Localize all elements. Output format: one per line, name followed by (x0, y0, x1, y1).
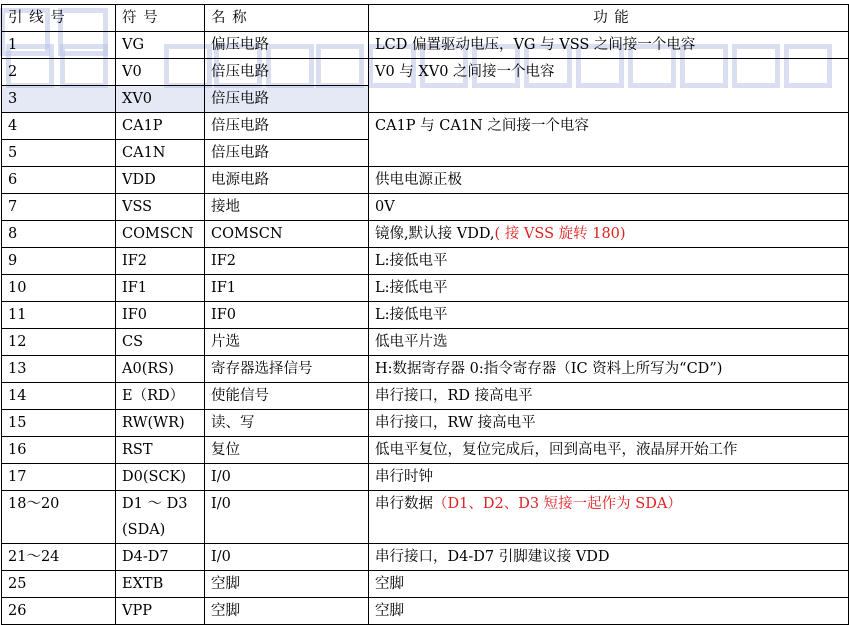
table-row (2, 59, 849, 86)
pin-cell: 25 (2, 571, 116, 598)
symbol-cell: VSS (116, 194, 205, 221)
table-row (2, 410, 849, 437)
symbol-cell: EXTB (116, 571, 205, 598)
symbol-cell: IF1 (116, 275, 205, 302)
function-cell: V0 与 XV0 之间接一个电容 (369, 59, 849, 113)
table-row (2, 598, 849, 625)
table-row (2, 571, 849, 598)
name-cell: 寄存器选择信号 (205, 356, 369, 383)
function-cell: 供电电源正极 (369, 167, 849, 194)
table-row (2, 491, 849, 544)
name-cell: IF2 (205, 248, 369, 275)
symbol-cell: RST (116, 437, 205, 464)
pin-cell: 1 (2, 32, 116, 59)
symbol-cell: CS (116, 329, 205, 356)
function-cell: 低电平复位，复位完成后，回到高电平，液晶屏开始工作 (369, 437, 849, 464)
symbol-cell: XV0 (116, 86, 205, 113)
name-cell: COMSCN (205, 221, 369, 248)
symbol-cell: COMSCN (116, 221, 205, 248)
function-cell: 串行接口，D4-D7 引脚建议接 VDD (369, 544, 849, 571)
table-row (2, 32, 849, 59)
pin-cell: 15 (2, 410, 116, 437)
pin-cell: 8 (2, 221, 116, 248)
name-cell: 空脚 (205, 598, 369, 625)
pin-definition-table (1, 4, 849, 625)
name-cell: 倍压电路 (205, 113, 369, 140)
table-row (2, 275, 849, 302)
symbol-cell: V0 (116, 59, 205, 86)
function-note-red: ( 接 VSS 旋转 180) (494, 226, 626, 242)
table-row (2, 221, 849, 248)
function-cell (369, 491, 849, 544)
function-cell: 串行接口，RW 接高电平 (369, 410, 849, 437)
symbol-cell: VG (116, 32, 205, 59)
name-cell: 复位 (205, 437, 369, 464)
table-row (2, 167, 849, 194)
symbol-cell: IF2 (116, 248, 205, 275)
name-cell: IF0 (205, 302, 369, 329)
pin-cell: 14 (2, 383, 116, 410)
function-cell: 空脚 (369, 571, 849, 598)
function-text: 镜像,默认接 VDD, (375, 226, 495, 242)
function-text: 串行数据 (375, 496, 433, 512)
name-cell: 倍压电路 (205, 59, 369, 86)
symbol-cell: VDD (116, 167, 205, 194)
table-row (2, 356, 849, 383)
symbol-cell: IF0 (116, 302, 205, 329)
pin-cell: 26 (2, 598, 116, 625)
table-row (2, 194, 849, 221)
function-cell: 低电平片选 (369, 329, 849, 356)
header-pin: 引 线 号 (2, 5, 116, 32)
name-cell: 倍压电路 (205, 86, 369, 113)
pin-cell: 5 (2, 140, 116, 167)
pin-cell: 3 (2, 86, 116, 113)
function-cell: LCD 偏置驱动电压，VG 与 VSS 之间接一个电容 (369, 32, 849, 59)
function-note-red: （D1、D2、D3 短接一起作为 SDA） (433, 496, 682, 512)
symbol-cell: D1 ～ D3 (SDA) (116, 491, 205, 544)
pin-cell: 6 (2, 167, 116, 194)
name-cell: I/0 (205, 491, 369, 544)
symbol-cell: E（RD） (116, 383, 205, 410)
pin-cell: 18～20 (2, 491, 116, 544)
symbol-cell: CA1P (116, 113, 205, 140)
name-cell: 空脚 (205, 571, 369, 598)
header-symbol: 符 号 (116, 5, 205, 32)
header-function: 功 能 (369, 5, 849, 32)
function-cell: L:接低电平 (369, 248, 849, 275)
pin-cell: 10 (2, 275, 116, 302)
symbol-cell: D0(SCK) (116, 464, 205, 491)
name-cell: 电源电路 (205, 167, 369, 194)
table-row (2, 464, 849, 491)
pin-cell: 4 (2, 113, 116, 140)
pin-cell: 12 (2, 329, 116, 356)
symbol-cell: A0(RS) (116, 356, 205, 383)
table-row (2, 113, 849, 140)
pin-cell: 2 (2, 59, 116, 86)
table-row (2, 383, 849, 410)
pin-cell: 16 (2, 437, 116, 464)
name-cell: 倍压电路 (205, 140, 369, 167)
table-row (2, 302, 849, 329)
pin-cell: 13 (2, 356, 116, 383)
pin-cell: 7 (2, 194, 116, 221)
function-cell: L:接低电平 (369, 275, 849, 302)
function-cell: L:接低电平 (369, 302, 849, 329)
header-name: 名 称 (205, 5, 369, 32)
name-cell: IF1 (205, 275, 369, 302)
header-row (2, 5, 849, 32)
table-row (2, 329, 849, 356)
pin-cell: 17 (2, 464, 116, 491)
function-cell: 空脚 (369, 598, 849, 625)
function-cell: 串行时钟 (369, 464, 849, 491)
pin-cell: 9 (2, 248, 116, 275)
table-row (2, 248, 849, 275)
name-cell: 使能信号 (205, 383, 369, 410)
symbol-cell: VPP (116, 598, 205, 625)
table-row (2, 544, 849, 571)
pin-cell: 11 (2, 302, 116, 329)
symbol-cell: CA1N (116, 140, 205, 167)
function-cell: CA1P 与 CA1N 之间接一个电容 (369, 113, 849, 167)
function-cell: 串行接口，RD 接高电平 (369, 383, 849, 410)
name-cell: I/0 (205, 544, 369, 571)
function-cell (369, 221, 849, 248)
name-cell: 读、写 (205, 410, 369, 437)
name-cell: 接地 (205, 194, 369, 221)
function-cell: H:数据寄存器 0:指令寄存器（IC 资料上所写为“CD”) (369, 356, 849, 383)
function-cell: 0V (369, 194, 849, 221)
name-cell: I/0 (205, 464, 369, 491)
name-cell: 偏压电路 (205, 32, 369, 59)
pin-cell: 21～24 (2, 544, 116, 571)
symbol-cell: RW(WR) (116, 410, 205, 437)
table-row (2, 437, 849, 464)
symbol-cell: D4-D7 (116, 544, 205, 571)
name-cell: 片选 (205, 329, 369, 356)
